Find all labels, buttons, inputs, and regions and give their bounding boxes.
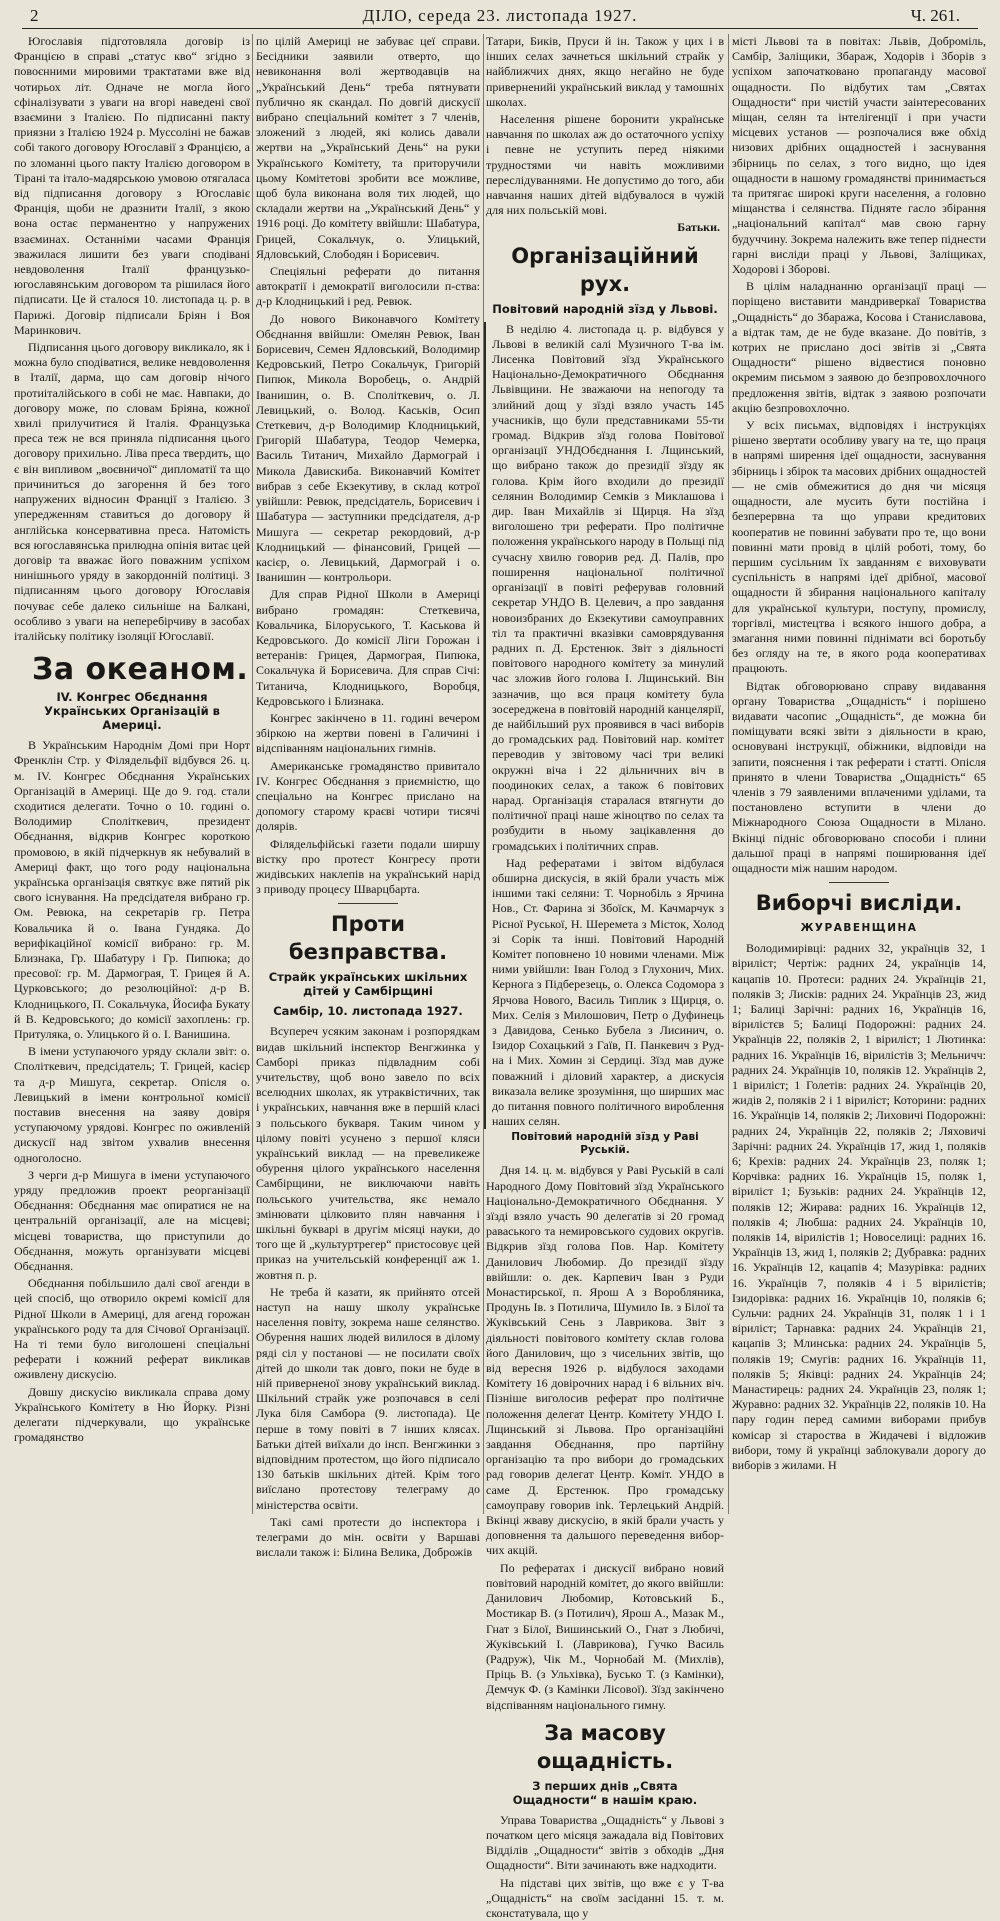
paragraph: Підписання цього договору викликало, як і можна було сподіватися, велике невдоволення в Італії, дарма, що сам договір нічого протиіталійського в собі не має. Навпаки, до договору може, по словам Бріяна, кожної хвилі прилучитися й Італія. Французька преса теж не вся приняла підписання цього договору прихильно. Ліва преса твердить, що є він випливом „воєвничої“ дипломатії та що причиниться до загорення й без того напружених відносин Франції з Італією. З упередженням ставиться до договору й англійська консервативна преса. Натомість вся югославянська прилюдна опінія витає цей договір та вважає його поважним успіхом нинішнього уряду в закордонній політиці. З підписанням цього договору Югославія почуває себе далеко сильніше на Балкані, особливо з уваги на неперебірчиву в засобах італійську політику ізоляції Югославії. — [14, 340, 250, 643]
paragraph: В Українським Народнім Домі при Норт Френклін Стр. у Філядельфії відбувся 26. ц. м. IV. Конгрес Обєднання Українських Організацій в Америці. Ще до 9. год. стали сходитися делегати. Точно о 10. годині о. Володимир Споліткевич, президент Обєднання, відкрив Конгрес короткою промовою, в якій підчеркнув як небувалий в Америці факт, що того роду національна українська організація святкує вже пятий рік свого існування. На предсідателя вибрано гр. Ом. Ревюка, на секретарів гр. Петра Ковальчика й о. Івана Гундяка. До верифікаційної комісії вибрано: гр. М. Близнака, Гр. Шабатуру і Гр. Пипюка; до пресової: гр. М. Дармограя, Т. Грицея й А. Цурковського; до резолюційної: д-р В. Клодницького, П. Сокальчука, Йосифа Букату й В. Кедровського; до комісії захоплень: гр. Притуляка, о. Улицького й о. І. Ванишина. — [14, 738, 250, 1041]
paragraph: Філядельфійські газети подали ширшу вістку про протест Конгресу проти жидівських наклепів на український нарід з приводу процесу Шварцбарта. — [256, 836, 480, 897]
paragraph: В неділю 4. листопада ц. р. відбувся у Львові в великій салі Музичного Т-ва ім. Лисенка Повітовий зїзд Українського Національно-Демократичного Обєднання Львівщини. Не зважаючи на непогоду та злийний дощ у зїзді взяло участь 145 учасників, що були представниками 55-ти громад. Відкрив зїзд голова Повітової організації УНДОбєднання І. Лщинський, що вибрано також до президії зїзду як голова. Крім його входили до президії селянин Володимир Семків з Миклашова і дир. Іван Михайлів зі Щирця. На зїзд виголошено три реферати. Про політичне положення українського народу в Польщі під сучасну хвилю говорив ред. Д. Палів, про поширення національної політичної організації в повіті реферував головний секретар УНДО В. Целевич, а про завдання новоизбраних до Екзекутиви самоуправних тіл та практичні вказівки самоврядування радних п. Д. Ерстенюк. Звіт з діяльності повітового народного комітету за минулий час зложив його голова І. Лщинський. Він зазначив, що вся праця комітету була зосереджена в повітовій народній канцелярії, де найбільший рух проявився в часі виборів до громадських рад. Повітовий нар. комітет переводив у звітовому часі три великі окружні віча і 22 дільничних віч в поодиноких селах, а також 6 повітових нарад. Організація старалася втягнути до політичної праці наше жіноцтво по селах та розбудити в ньому зацікавлення до громадських і політичних справ. — [492, 321, 724, 853]
paragraph: Довшу дискусію викликала справа дому Українського Комітету в Ню Йорку. Різні делегати підчеркували, що українське громадянство — [14, 1384, 250, 1445]
paragraph: Югославія підготовляла договір із Францією в справі „статус кво“ згідно з повоєнними мировими трактатами вже від чотирьох літ. Одначе не могла його сфіналізувати з уваги на вгорі наведені свої взаємини з Італією. По підписанні пакту приязни з Італією 1924 р. Муссоліні не бажав собі такого договору Югославії з Францією, а по зломанні цього пакту Італією договором в Тірані та італо-мадярською умовою отягаласа від підписання договору з Югославіє Франція, щоби не дразнити Італії, з якою вона остає перманентно у напружених взаєминах. Останніми часами Франція зважилася лишити без уваги сподівані невдоволення Італії французько-югославянським договором та рішилася його підписати. Це й сталося 10. листопада ц. р. в Парижі. Договір підписали Бріян і Воя Маринкович. — [14, 34, 250, 337]
signature: Батьки. — [677, 220, 720, 235]
paragraph: На підставі цих звітів, що вже є у Т-ва „Ощадність“ на своїм засіданні 15. т. м. сконстатувала, що у — [486, 1875, 724, 1920]
page-number: 2 — [30, 6, 39, 25]
column-3 — [486, 34, 724, 1920]
paragraph: Відтак обговорювано справу видавання органу Товариства „Ощадність“ і порішено видавати часопис „Ощадність“, де можна би поміщувати всякі звіти з діяльности в краю, основувані інструкції, обіжники, відповіди на запити, пояснення і так реферати і статті. Опісля принято в члени Товариства „Ощадність“ 65 членів з 79 заявленими вплаченими уділами, та постановлено вступити в члени до Міжнародного Союза Ощадности в Мілано. Вкінці підніс обговорювано способи і плини дальшої праці в напрямі поширювання ідеї ощадности між нашим народом. — [732, 678, 986, 875]
paragraph: Такі самі протести до інспектора і телеграми до мін. освіти у Варшаві вислали також і: Білина Велика, Доброжів — [256, 1514, 480, 1560]
paragraph: Татари, Биків, Пруси й ін. Також у цих і в інших селах зачнеться шкільний страйк у найближчих днях, якщо негайно не буде приверненийі український виклад у тамошніх школах. — [486, 34, 724, 109]
column-rule — [728, 34, 729, 1514]
paragraph: Для справ Рідної Школи в Америці вибрано громадян: Стеткевича, Ковальчика, Білоруського, Т. Каськова й Кедровського. До комісії Ліги Горожан і ветеранів: Грицея, Дармограя, Пипюка, Сокальчука й Борисевича. Для справ Січі: Титанича, Клодницького, Воробця, Кедровського і Близнака. — [256, 587, 480, 708]
paragraph: У всіх письмах, відповідях і інструкціях рішено звертати особливу увагу на те, що праця в напрямі ширення ідеї ощадности, заснування збірниць і збірок та масових дрібних ощадностей — не смів обмежитися до дня чи місяця ощадности, але мусить бути постійна і безперервна та що управи кредитових кооператив не повинні забувати про те, що вони повинні мати провід в цілій роботі, тому, бо першим сусільним їх завданням є виховувати суспільність в напрямі ідеї дрібної, масової ощадности й збирання національного капіталу для української культури, поступу, промислу, торгівлі, мистецтва і всякого іншого добра, а змагання ними повинні піднімати всі боротьбу без огляду на те, в якого рода кооперативах працюють. — [732, 418, 986, 676]
paragraph: В імени уступаючого уряду склали звіт: о. Споліткевич, предсідатель; Т. Грицей, касієр та д-р Мишуга, секретар. Опісля о. Левицький в імени контрольної комісії поставив внесення на заяву довіря уступаючому урядові. Конгрес по оживленій дискусії над звітом ухвалив внесення одноголосно. — [14, 1044, 250, 1165]
article-subtitle: Страйк українських шкільних дітей у Самбірщині — [268, 970, 468, 999]
paragraph: До нового Виконавчого Комітету Обєднання ввійшли: Омелян Ревюк, Іван Борисевич, Семен Ядловський, Володимир Кедровський, Петро Сокальчук, Григорій Пипюк, Микола Воробець, о. Андрій Іванишин, о. В. Споліткевич, о. Л. Левицький, о. Волод. Каськів, Осип Стеткевич, д-р Володимир Клодницький, Григорій Шабатура, Теодор Чемерка, Василь Титанич, Михайло Дармограй і Микола Давискиба. Виконавчий Комітет вибрав з себе Екзекутиву, в склад котрої увійшли: Ревюк, предсідатель, Борисевич і Шабатура — заступники предсідателя, д-р Мишуга — секретар рекордовий, д-р Клодницький — фінансовий, Грицей — касієр, о. Левицький, Дармограй і о. Іванишин — контрольори. — [256, 311, 480, 585]
article-title-vyborchi-vyslidy: Виборчі висліди. — [755, 891, 963, 916]
paragraph: місті Львові та в повітах: Львів, Доброміль, Самбір, Заліщики, Збараж, Ходорів і Зборів з успіхом започатковано пропаганду масової ощадности. По відбутих там „Святах Ощадности“ при чистій участи заінтересованих міщан, селян та інтелігенції і при участи місцевих установ — розпочалися вже обхід низових дрібних ощадностей і заснування збірниць по селах, з того видно, що ідея ощадности в нашому громадянстві принимається та притягає широкі круги населення, а головно міщанства і селянства. Підняте гасло збірання „національний капітал“ мав свою гарну будуччину. Зокрема належить вже тепер піднести гарні висліди праці у Львові, Заліщиках, Ходорові і Зборові. — [732, 34, 986, 277]
paragraph: З черги д-р Мишуга в імени уступаючого уряду предложив проект реорганізації Обєднання: Обєднання має опиратися не на центральній організації, але на місцеві; місцеві товариства, що приступили до Обєднання, можуть організувати місцеві Обєднання. — [14, 1167, 250, 1274]
article-title-organizatsiinyi-rukh: Організаційний рух. — [511, 243, 699, 296]
paragraph: Спеціяльні реферати до питання автократії і демократії виголосили п-ства: д-р Клодницький і ред. Ревюк. — [256, 264, 480, 309]
paragraph: Не треба й казати, як прийнято отсей наступ на нашу школу українське населення повіту, зокрема наше селянство. Обурення наших людей вилилося в ділому ряді сіл у постанові — не посилати своїх дітей до школи так довго, поки не буде в ній приверненої знову український виклад. Шкільний страйк уже розпочався в селі Лука біля Самбора (9. листопада). Це перше в тому повіті в 7 інших клясах. Батьки дітей виїхали до інсп. Венгжинки з відповідним протестом, що його підписало 130 батьків шкільних дітей. Крім того виїслано протестову телеграму до міністерства освіти. — [256, 1284, 480, 1512]
issue-number: Ч. 261. — [910, 6, 960, 25]
column-rule — [252, 34, 253, 1514]
article-title-za-masovu-oshchadnist: За масову ощадність. — [536, 1720, 674, 1773]
column-2 — [256, 34, 480, 1560]
masthead-line: ДІЛО, середа 23. листопада 1927. — [362, 6, 638, 25]
paragraph: Американське громадянство привитало IV. Конгрес Обєднання з приємністю, що спеціально на Конгрес прислано на допомогу старому краєві чотири тисячі долярів. — [256, 758, 480, 834]
paragraph: Над рефератами і звітом відбулася обширна дискусія, в якій брали участь між іншими такі селяни: Т. Чорнобіль з Ярчина Нов., Ст. Фарина зі Збоїск, М. Качмарчук з Рісної Руської, Н. Шеремета з Місток, Холод зі Сорік та інші. Повітовий Народній Комітет поповнено 10 новими членами. Між ними увійшли: Іван Голод з Глухонич, Мих. Кернога з Підберезець, о. Олекса Содомора з Ярчова Нового, Василь Типлик з Щирця, о. Мих. Селія з Милошович, Петр о Дуфинець з Давидова, Сенько Бубела з Лисинич, о. Ізидор Сохацький з Гаїв, П. Панкевич з Рудна і Мих. Хомин зі Сердиці. Зїзд мав дуже поважний і діловий характер, а дискусія виказала велике зрозуміння, що ширших мас до питання повного політичного вироблення наших селян. — [492, 855, 724, 1129]
paragraph: По рефератах і дискусії вибрано новий повітовий народній комітет, до якого ввійшли: Данилович Любомир, Котовський Б., Мостикар В. (з Потилич), Ярош А., Мазак М., Гнат з Білої, Вишинський О., Гнат з Любичі, Жуківський І. (Лаврикова), Гучко Василь (Радруж), Чік М., Чорнобай М. (Михлів), Пріць В. (з Ульхівка), Бусько Т. (з Камінки), Демчук Ф. (з Камінки Лісової). Зїзд закінчено відспіванням національного гимну. — [486, 1560, 724, 1712]
article-subtitle: IV. Конгрес Обєднання Українських Організацій в Америці. — [44, 690, 220, 733]
column-1 — [14, 34, 250, 1514]
article-subtitle: Повітовий народній зїзд у Раві Руській. — [511, 1131, 699, 1157]
article-title-za-okeanom: За океаном. — [32, 652, 249, 688]
paragraph: Управа Товариства „Ощадність“ у Львові з початком цего місяця зажадала від Повітових Відділів „Ощадности“ звітів з обходів „Дня Ощадности“. Віти зачинають вже надходити. — [486, 1812, 724, 1873]
paragraph: по цілій Америці не забуває цеї справи. Бесідники заявили отверто, що невиконання волі жертводавців на „Український День“ треба пятнувати публично як скандал. По довгій дискусії вибрано спеціальний комітет з 7 членів, зложений з людей, які колись давали жертви на „Український День“ на руки Українського Комітету, та приторучили цьому Комітетові зробити все можливе, щоб була виконана воля тих людей, що складали жертви на „Український День“ у 1916 році. До комітету ввійшли: Шабатура, Грицей, Сокальчук, о. Улицький, Ядловський, Слободян і Борисевич. — [256, 34, 480, 261]
paragraph: Володимирівці: радних 32, українців 32, 1 віриліст; Чертіж: радних 24, українців 14, кацапів 10. Протеси: радних 24. Українців 21, поляків 3; Лисків: радних 24. Українців 23, жид 1; Балиці Зарічні: радних 16, Українців 16, вірилістєв 5; Балиці Подорожні: радних 24. Українців 22, поляків 2, 1 віриліст; 1 Лютинка: радних 16. Українців 16, вірилістів 3; Мельничч: радних 24. Українців 10, поляків 12. Українців 2, 1 віриліст; 1 Голетів: радних 24. Українців 20, жидів 2, поляків 2 і 1 віриліст; Которини: радних 16. Українців 14, поляків 2; Лиховичі Подорожні: радних 24, Українців 22, поляків 2; Ляховичі Зарічні: радних 24. Українців 17, жид 1, поляків 6; Крехів: радних 24. Українців 23, поляк 1; Корчівка: радних 16. Українців 15, поляк 1, віриліст 1; Бузьків: радних 24. Українців 12, поляків 12; Жирава: радних 16. Українців 12, поляків 4; Любша: радних 24. Українців 10, поляків 14, вірилістів 1; Новоселиці: радних 16. Українців 13, жид 1, поляків 2; Дубравка: радних 16. Українців 12, кацапів 4; Мазурівка: радних 16. Українців 7, поляків 4 і 5 вірилістів; Ізидорівка: радних 16. Українців 10, поляків 6; Сульчи: радних 24. Українців 31, поляк 1 і 1 віриліст; Тарнавка: радних 24. Українців 21, кацапів 3; Млинська: радних 24. Українців 5, поляків 19; Смугів: радних 16. Українців 11, поляків 5; Яківці: радних 24. Українців 24; Манастирець: радних 24. Українців 23, поляк 1; Журавно: радних 32. Українців 22, поляків 10. На пару годин перед самими виборами прибув комісар зі староства в Жидачеві і відложив вибори, тому й українці заблокували дорогу до виборів з жилами. Н — [732, 941, 986, 1473]
paragraph: В цілім наладнанню організації праці — поріщено виставити мандриверкаї Товариства „Ощадність“ до Збаража, Косова і Станиславова, а відтак там, де не буде вказане. До повітів, з котрих не прислано досі звітів зі „Свята Ощадности“ рішено відвестися поновно окремим письмом з заявою до безпровохлочного предложення звітів, відтак з заявою розпочати акцію безпровохлочно. — [732, 279, 986, 415]
article-title-proty-bezpravstva: Проти безправства. — [288, 912, 448, 965]
highlighted-block — [484, 322, 724, 1130]
paragraph: Населення рішене боронити українське навчання по школах аж до остаточного успіху і певне не уступить перед ніякими трудностями чи навіть можливими переслідуваннями. Не допустимо до того, аби навчання наших дітей відбувалося в чужій для них польській мові. — [486, 112, 724, 218]
paragraph: Всупереч усяким законам і розпорядкам видав шкільний інспектор Венгжинка у Самборі приказ підвладним собі учительству, щоб воно завело по всіх вселюдних школах, як утраквістичних, так і українських, навчання вже в першій класі з польського букваря. Таким чином у цілому повіті усунено з першої кляси український виклад — на превеликеже обурення цілого українського населення Самбірщини, не виключаючи навіть польського учительства, якє немало змінювати цілковито плян навчання і шкільні букварі в другім місяці науки, до того ще й „культуртрегер“ пристосовує цей приказ на учительській конференції аж 1. жовтня п. р. — [256, 1024, 480, 1282]
article-dateline: Самбір, 10. листопада 1927. — [273, 1004, 463, 1019]
article-subtitle: ЖУРАВЕНЩИНА — [800, 922, 918, 935]
column-4 — [732, 34, 986, 1514]
article-subtitle: Повітовий народній зїзд у Львові. — [492, 301, 718, 316]
paragraph: Конгрес закінчено в 11. годині вечером збіркою на жертви повені в Галичині і відспіванням національних гимнів. — [256, 710, 480, 756]
page-header — [22, 6, 978, 29]
paragraph: Дня 14. ц. м. відбувся у Раві Руській в салі Народного Дому Повітовий зїзд Українського Національно-Демократичного Обєднання. У зїзді взяло участь 90 делегатів зі 20 громад раваського та немировського судових округів. Відкрив зїзд голова Пов. Нар. Комітету Данилович Любомир. До президії зїзду ввійшли: о. дек. Карпевич Іван з Руди Монастирської, п. Ярош А з Воробляника, Продунь Ів. з Потилича, Шумило Ів. з Білої та Жуківський Сень з Лаврикова. Звіт з діяльності повітового комітету склав голова його Данилович, що з чисельних звітів, що від вересня 1926 р. відбулося заходами Комітету 16 довірочних нарад і 6 вільних віч. Пізніше виголосив реферат про політичне положення делегат Центр. Комітету УНДО І. Лщинський зі Львова. Про організаційні завдання Обєднання, про партійну організацію та про вибори до громадських рад говорив делегат Центр. Коміт. УНДО в саме Д. Ерстенюк. Про громадську самоуправу говорив ink. Терлецький Андрій. Вкінці жваву дискусію, в якій брали участь у доповнення та дальшого переведення виборчих акцій. — [486, 1163, 724, 1558]
divider — [338, 903, 398, 904]
paragraph: Обєднання побільшило далі свої агенди в цей спосіб, що отворило окремі комісії для Рідної Школи в Америці, для агенд горожан українського роду та для Січової Організації. На ті теми було виголошені спеціальні реферати і кожний реферат викликав оживлену дискусію. — [14, 1276, 250, 1382]
divider — [829, 882, 889, 883]
article-subtitle: З перших днів „Свята Ощадности“ в нашім краю. — [512, 1778, 698, 1807]
